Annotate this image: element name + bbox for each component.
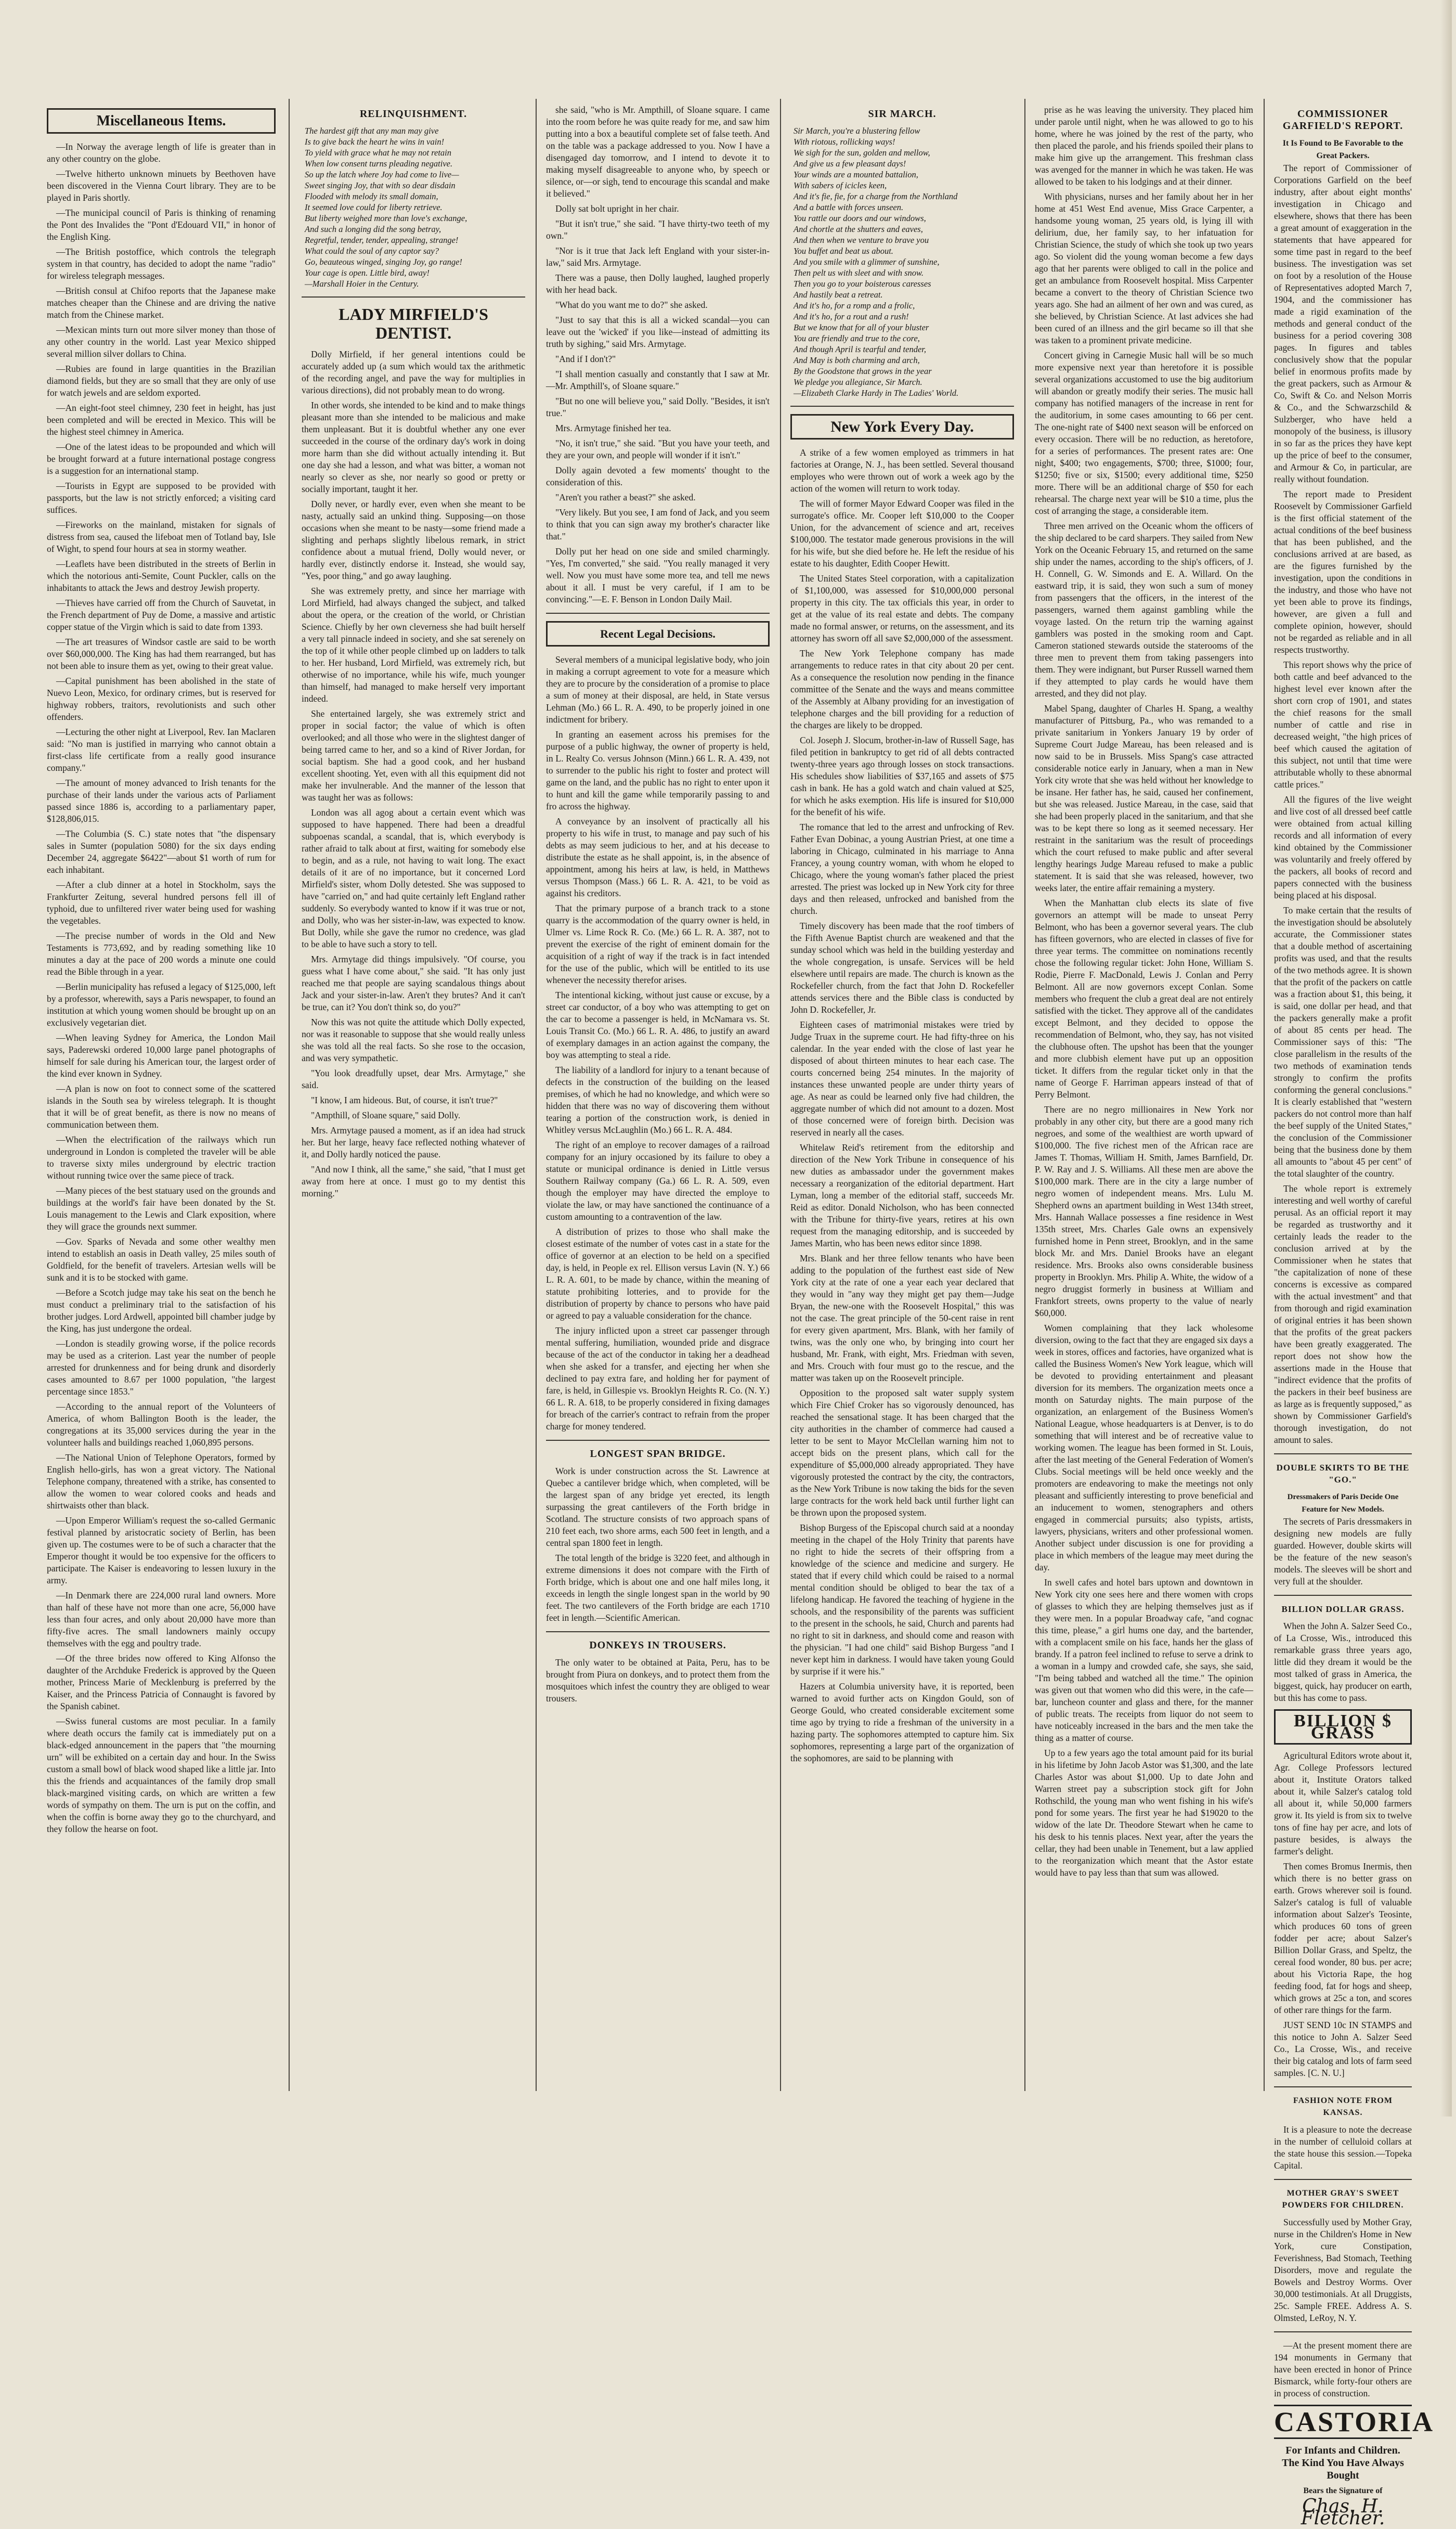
story-paragraph: Mrs. Armytage paused a moment, as if an idea had struck her. But her large, heavy face reflected nothing whatever of it, and Dolly hardly noticed the pause. (302, 1125, 525, 1159)
garfield-paragraph: The report made to President Roosevelt by Commissioner Garfield is the first official statement of the actual conditions of the beef business that has been published, and the conclusions arrived at are based, as are the figures furnished by the investigation, upon the conditions in the industry, and those who have not yet been able to prove its findings, however, are given a full and complete opinion, however, should not be regarded as reliable and in all respects trustworthy. (1274, 489, 1412, 655)
ny-item: The United States Steel corporation, with a capitalization of $1,100,000, was assessed for $10,000,000 personal property in this city. The tax officials this year, in order to get at the value of its real estate and debts. The company made no formal answer, or returns, on the assessment, and its attorney has sworn off all save $2,000,000 of the assessment. (790, 573, 1014, 643)
misc-item: —When leaving Sydney for America, the London Mail says, Paderewski ordered 10,000 large panel photographs of himself for sale during his American tour, the largest order of the kind ever known in Sydney. (47, 1033, 276, 1079)
story-paragraph: Dolly sat bolt upright in her chair. (555, 203, 679, 214)
misc-item: —In Norway the average length of life is greater than in any other country on the globe. (47, 141, 276, 164)
skirts-title: DOUBLE SKIRTS TO BE THE "GO." (1276, 1463, 1410, 1485)
poem-line: —Elizabeth Clarke Hardy in The Ladies' World. (794, 388, 959, 398)
page-edge-shadow (1440, 0, 1452, 2117)
ny-item: The romance that led to the arrest and unfrocking of Rev. Father Evan Dobinac, a young Austrian Priest, at one time a laboring in Chicago, culminated in his marriage to Anna Francey, a young country woman, with whom he eloped to Chicago, where the young woman's father placed the priest arrested. The priest was locked up in New York city for three days and then released, unfrocked and banished from the church. (790, 822, 1014, 916)
legal-item: The injury inflicted upon a street car passenger through mental suffering, humiliation, wounded pride and disgrace because of the act of the conductor in taking her a deadhead when she asked for a transfer, and ejecting her when she declined to pay extra fare, and holding her for payment of fare, is held, in Gillespie vs. Brooklyn Heights R. Co. (N. Y.) 66 L. R. A. 618, to be properly considered in fixing damages for breach of the carrier's contract to refrain from the proper charge for money tendered. (546, 1325, 770, 1431)
poem-line: And a battle with forces unseen. (794, 202, 904, 212)
story-paragraph: Dolly Mirfield, if her general intentions could be accurately added up (a sum which would tax the arithmetic of the recording angel, and pave the way for multiplies in various directions), did not probably mean to do wrong. (302, 349, 525, 395)
skirts-paragraph: The secrets of Paris dressmakers in designing new models are fully guarded. However, double skirts will be the feature of the new season's models. The sleeves will be short and very full at the shoulder. (1274, 1516, 1412, 1586)
legal-items (546, 654, 770, 1433)
skirts-body (1274, 1516, 1412, 1588)
poem-line: Then pelt us with sleet and with snow. (794, 268, 924, 278)
story-paragraph: Dolly never, or hardly ever, even when she meant to be nasty, actually said an unkind thing. Supposing—on those occasions when she meant to be nasty—some friend made a slighting and perhaps slightly libelous remark, in strict confidence about a mutual friend, Dolly would never, or hardly ever, distinctly endorse it. Instead, she would say, "Yes, poor thing," and go away laughing. (302, 499, 525, 581)
poem-line: Your cage is open. Little bird, away! (305, 268, 430, 278)
span-body (546, 1465, 770, 1624)
story-paragraph: She was extremely pretty, and since her marriage with Lord Mirfield, had always changed the subject, and talked about the opera, or the creation of the world, or Christian Science. Chiefly by her own cleverness she had built herself a very tall pinnacle indeed in society, and she sat serenely on the top of it while other people climbed up on ladders to talk to her. Her husband, Lord Mirfield, was extremely rich, but otherwise of no importance, while his wife, much younger than himself, had managed to make herself very important indeed. (302, 586, 525, 704)
poem-line: And chortle at the shutters and eaves, (794, 224, 923, 234)
story-paragraph: "And if I don't?" (555, 354, 616, 364)
ny-item: Hazers at Columbia university have, it is reported, been warned to avoid further acts on Kingdon Gould, son of George Gould, who created considerable excitement some time ago by trying to ride a freshman of the university in a hazing party. The sophomores attempted to capture him. Six sophomores, representing a large part of the organization of the sophomores, are said to be planning with (790, 1681, 1014, 1763)
poem-line: And give us a few pleasant days! (794, 159, 906, 169)
ny-item: Concert giving in Carnegie Music hall will be so much more expensive next year than heretofore it is possible several organizations accustomed to use the big auditorium will abandon or greatly modify their series. The music hall company has notified managers of the increase in rent for the auditorium, in some cases amounting to 66 per cent. The one-night rate of $400 next season will be enforced on every occasion. There will be no reduction, as heretofore, for a series of performances. The present rates are: One night, $400; two engagements, $700; three, $1000; four, $1250; five or six, $1500; every additional time, $250 more. There will be an additional charge of $50 for each rehearsal. The charge next year will be $10 a time, plus the cost of arranging the stage, a considerable item. (1035, 350, 1253, 516)
story-paragraph: "I know, I am hideous. But, of course, it isn't true?" (311, 1095, 498, 1105)
misc-item: —An eight-foot steel chimney, 230 feet in height, has just been completed and will be erected in Mexico. This will be the highest steel chimney in America. (47, 403, 276, 437)
column-ny-continued (1035, 104, 1253, 2091)
poem-line: Is to give back the heart he wins in vain! (305, 137, 445, 147)
misc-item: —A plan is now on foot to connect some of the scattered islands in the South sea by wireless telegraph. It is thought that it will be of great benefit, as there is now no means of communication between them. (47, 1083, 276, 1130)
misc-item: —Thieves have carried off from the Church of Sauvetat, in the French department of Puy de Dome, a massive and artistic copper statue of the Virgin which is said to date from 1393. (47, 598, 276, 632)
ny-item: prise as he was leaving the university. They placed him under parole until night, when he was allowed to go to his home, where he was joined by the rest of the party, who then placed the parole, and his friends spoiled their plans to make him give up the arrangement. This freshman class was avenged for the manner in which he was taken. He was allowed to be taken to his lodgings and at their dinner. (1035, 105, 1253, 187)
column-relinquishment (302, 104, 525, 2091)
castoria-sub1: For Infants and Children. (1285, 2445, 1400, 2456)
misc-item: —Capital punishment has been abolished in the state of Nuevo Leon, Mexico, for ordinary crimes, but is reserved for highway robbers, traitors, revolutionists and such other offenders. (47, 676, 276, 722)
ny-item: When the Manhattan club elects its slate of five governors an attempt will be made to unseat Perry Belmont, who has been a governor several years. The club has fifteen governors, who are elected in classes of five for three year terms. The committee on nominations recently chose the following regular ticket: John Hone, William S. Rodie, Pierre F. MacDonald, Lewis J. Conlan and Perry Belmont. All are now governors except Conlan. Some members who frequent the club a great deal are not entirely satisfied with the ticket. They approve all of the candidates except Belmont, and they decided to oppose the recommendation of Belmont, who, they say, has not visited the clubhouse often. The upshot has been that the younger and more clubbish element have put up an opposition ticket. It differs from the regular ticket only in that the name of George F. Harriman appears instead of that of Perry Belmont. (1035, 898, 1253, 1100)
story-paragraph: "Just to say that this is all a wicked scandal—you can leave out the 'wicked' if you like—instead of admitting its truth by sighing," said Mrs. Armytage. (546, 315, 770, 349)
story-paragraph: Dolly put her head on one side and smiled charmingly. "Yes, I'm converted," she said. "You really managed it very well. Now you must have some more tea, and tell me news about it all. I must be very careful, if I am to be convincing."—E. F. Benson in London Daily Mail. (546, 546, 770, 604)
garfield-subtitle: It Is Found to Be Favorable to the Great Packers. (1282, 139, 1403, 160)
legal-item: The liability of a landlord for injury to a tenant because of defects in the construction of the building on the leased premises, of which he had no knowledge, and which were so hidden that there was no way of discovering them without tearing a portion of the construction work, is denied in Whitley versus McLaughlin (Mo.) 66 L. R. A. 484. (546, 1065, 770, 1135)
story-paragraph: "And now I think, all the same," she said, "that I must get away from here at once. I must go to my dentist this morning." (302, 1164, 525, 1198)
grass-intro: When the John A. Salzer Seed Co., of La Crosse, Wis., introduced this remarkable grass three years ago, little did they dream it would be the most talked of grass in America, the biggest, quick, hay producer on earth, but this has come to pass. (1274, 1621, 1412, 1703)
misc-item: —In Denmark there are 224,000 rural land owners. More than half of these have not more than one acre, 56,000 have less than four acres, and only about 20,000 have more than fifty-five acres. The small landowners mainly occupy themselves with the egg and poultry trade. (47, 1590, 276, 1648)
misc-items (47, 141, 276, 1835)
poem-line: And it's fie, fie, for a charge from the Northland (794, 191, 958, 201)
story-paragraph: "Aren't you rather a beast?" she asked. (555, 492, 696, 502)
column-rule (536, 99, 537, 2091)
story-paragraph: In other words, she intended to be kind and to make things pleasant more than she intended to be malicious and make them unpleasant. But it is doubtful whether any one ever succeeded in the course of the ordinary day's work in doing more harm than she did without actually intending it. But one day she had a lesson, and what was bitter, a woman not nearly so clever as she, nor nearly so good or pretty or socially important, taught it her. (302, 400, 525, 494)
poem-line: By the Goodstone that grows in the year (794, 366, 932, 376)
misc-item: —After a club dinner at a hotel in Stockholm, says the Frankfurter Zeitung, several hundred persons fell ill of typhoid, due to unfiltered river water being used for washing the vegetables. (47, 880, 276, 926)
misc-item: —Lecturing the other night at Liverpool, Rev. Ian Maclaren said: "No man is justified in marrying who cannot obtain a first-class life certificate from a really good insurance company." (47, 727, 276, 773)
ny-item: Three men arrived on the Oceanic whom the officers of the ship declared to be card sharpers. They sailed from New York on the Oceanic February 15, and returned on the same ship under the names, according to the ship's officers, of J. H. Connell, G. W. Simonds and E. A. Willard. On the eastward trip, it is said, they won such a sum of money from passengers that the officers, in the interest of the passengers, warned them against gambling while the voyage lasted. On the return trip the warning against gamblers was posted in the smoking room and Capt. Cameron stationed stewards outside the staterooms of the three men to prevent them from taking passengers into them. They were indignant, but Purser Russell warned them if they attempted to play cards he would have them arrested, and they did not play. (1035, 521, 1254, 699)
misc-item: —The art treasures of Windsor castle are said to be worth over $60,000,000. The King has had them rearranged, but has not been able to insure them as yet, owing to their great value. (47, 637, 276, 671)
span-paragraph: Work is under construction across the St. Lawrence at Quebec a cantilever bridge which, when completed, will be the largest span of any bridge yet erected, its length surpassing the great cantilevers of the Forth bridge in Scotland. The structure consists of two approach spans of 210 feet each, two shore arms, each 500 feet in length, and a central span 1800 feet in length. (546, 1466, 770, 1548)
poem-line: It seemed love could for liberty retrieve. (305, 202, 443, 212)
castoria-bears: Bears the Signature of (1303, 2486, 1383, 2495)
castoria-sub2: The Kind You Have Always Bought (1282, 2457, 1404, 2481)
misc-item: —Leaflets have been distributed in the streets of Berlin in which the notorious anti-Semite, Count Puckler, calls on the inhabitants to attack the Jews and destroy Jewish property. (47, 559, 276, 593)
newspaper-page (31, 57, 1435, 2529)
poem-line: And hastily beat a retreat. (794, 290, 883, 300)
garfield-paragraph: All the figures of the live weight and live cost of all dressed beef cattle were obtained from actual killing records and all information of every kind obtained by the Commissioner was voluntarily and freely offered by the packers, all books of record and papers connected with the business being placed at his disposal. (1274, 794, 1412, 900)
misc-item: —Gov. Sparks of Nevada and some other wealthy men intend to establish an oasis in Death valley, 25 miles south of Goldfield, for the benefit of travelers. Artesian wells will be sunk and it is to be stocked with game. (47, 1236, 276, 1283)
story-paragraph: Now this was not quite the attitude which Dolly expected, nor was it reasonable to suppose that she would really unless she was told all the real facts. So she rose to the occasion, and was very sympathetic. (302, 1017, 525, 1063)
garfield-body (1274, 162, 1412, 1446)
fletcher-signature: Chas. H. Fletcher. (1301, 2496, 1385, 2529)
story-paragraph: "I shall mention casually and constantly that I saw at Mr.—Mr. Ampthill's, of Sloane square." (546, 369, 770, 391)
poem-body (305, 125, 525, 289)
castoria-ad: CASTORIA (1274, 2405, 1412, 2439)
legal-item: Several members of a municipal legislative body, who join in making a corrupt agreement to vote for a measure which they are to procure by the consideration of a promise to place a sum of money at their disposal, are held, in State versus Lehman (Mo.) 66 L. R. A. 490, to be properly joined in one indictment for bribery. (546, 654, 770, 725)
story-paragraph: "Ampthill, of Sloane square," said Dolly. (311, 1110, 461, 1120)
gray-paragraph: Successfully used by Mother Gray, nurse in the Children's Home in New York, cure Constipation, Feverishness, Bad Stomach, Teething Disorders, move and regulate the Bowels and Destroy Worms. Over 30,000 testimonials. At all Druggists, 25c. Sample FREE. Address A. S. Olmsted, LeRoy, N. Y. (1274, 2217, 1412, 2323)
poem-line: Go, beauteous winged, singing Joy, go range! (305, 257, 462, 267)
ny-item: A strike of a few women employed as trimmers in hat factories at Orange, N. J., has been settled. Several thousand employes who were thrown out of work a week ago by the action of the women will return to work today. (790, 447, 1014, 494)
poem-line: So up the latch where Joy had come to live— (305, 170, 459, 179)
poem-line: Regretful, tender, tender, appealing, strange! (305, 235, 459, 245)
poem-line: When low consent turns pleading negative. (305, 159, 453, 169)
ny-item: The New York Telephone company has made arrangements to reduce rates in that city about 20 per cent. As a consequence the resolution now pending in the finance committee of the Senate and the ways and means committee of the Assembly at Albany providing for an investigation of telephone charges and the bill providing for a reduction of the charges are likely to be dropped. (790, 648, 1014, 730)
misc-item: —Mexican mints turn out more silver money than those of any other country in the world. Last year Mexico shipped several million silver dollars to China. (47, 325, 276, 359)
ny-item: Bishop Burgess of the Episcopal church said at a noonday meeting in the chapel of the Holy Trinity that parents have no right to hide the secrets of their offspring from a knowledge of the science and medicine and surgery. He stated that if every child which could be raised to a normal mental condition should be obliged to bear the tax of a lifelong handicap. He favored the teaching of hygiene in the schools, and the responsibility of the parents was sufficient to the present in the schools, he said, Church and parents had no right to sit in darkness, and should come and reason with the physician. "I had one child" said Bishop Burgess "and I never kept him in darkness. I would have taken young Gould by surprise if it were his." (790, 1522, 1014, 1676)
story-paragraph: she said, "who is Mr. Ampthill, of Sloane square. I came into the room before he was quite ready for me, and saw him putting into a box a beautiful complete set of false teeth. And on the table was a package addressed to you. Now I have a disengaged day tomorrow, and I intend to devote it to making myself disagreeable to anyone who, by speech or silence, or—or sigh, tend to encourage this scandal and make it believed." (546, 105, 770, 199)
misc-item: —The amount of money advanced to Irish tenants for the purchase of their lands under the various acts of Parliament passed since 1886 is, according to a parliamentary paper, $128,806,015. (47, 778, 276, 824)
grass-title: BILLION DOLLAR GRASS. (1281, 1604, 1405, 1614)
column-rule (1264, 99, 1265, 2091)
grass-paragraph: Then comes Bromus Inermis, then which there is no better grass on earth. Grows wherever soil is found. Salzer's catalog is full of valuable information about Salzer's Teosinte, which produces 60 tons of green fodder per acre; about Salzer's Billion Dollar Grass, and Speltz, the cereal food wonder, 80 bus. per acre; about his Victoria Rape, the hog feeding food, fat for hogs and sheep, which grows at 25c a ton, and scores of other rare things for the farm. (1274, 1861, 1412, 2015)
misc-item: —One of the latest ideas to be propounded and which will be brought forward at a future international postage congress is a suggestion for an international stamp. (47, 442, 276, 476)
poem-line: But we know that for all of your bluster (794, 322, 929, 332)
legal-item: The right of an employe to recover damages of a railroad company for an injury occasioned by its failure to obey a statute or municipal ordinance is denied in Little versus Southern Railway company (Ga.) 66 L. R. A. 509, even though the employer may have directed the employe to violate the law, or may have sanctioned the continuance of a custom amounting to a contravention of the law. (546, 1140, 770, 1222)
poem-line: What could the soul of any captor say? (305, 246, 439, 256)
grass-paragraph: Agricultural Editors wrote about it, Agr. College Professors lectured about it, Institute Orators talked about it, while Salzer's catalog told all about it, while 50,000 farmers grow it. Its yield is from six to twelve tons of fine hay per acre, and lots of pasture besides, is always the farmer's delight. (1274, 1750, 1412, 1856)
ny-item: Mabel Spang, daughter of Charles H. Spang, a wealthy manufacturer of Pittsburg, Pa., who was remanded to a private sanitarium in Yonkers January 19 by order of Supreme Court Judge Mareau, has been released and is now said to be in Brussels. Miss Spang's case attracted considerable notice early in January, when a man in New York city wrote that she was held without her knowledge to be insane. Her father has, he said, caused her confinement, but she was released. Justice Mareau, in the case, said that she had been properly placed in the sanitarium, and that she was to be kept there so long as it seemed necessary. Her restraint in the sanitarium was the result of proceedings which the court refused to make public and after several lengthy hearings Judge Mareau refused to make a public statement. It is said that she was released, however, two weeks later, the entire affair remaining a mystery. (1035, 703, 1253, 893)
poem-line: You rattle our doors and our windows, (794, 213, 926, 223)
sir-march-poem (794, 125, 1014, 398)
ny-item: Col. Joseph J. Slocum, brother-in-law of Russell Sage, has filed petition in bankruptcy to get rid of all debts contracted twenty-three years ago through losses on stock transactions. His schedules show liabilities of $37,165 and assets of $75 cash in bank. He has a gold watch and chain valued at $25, for which he asks exemption. His life is insured for $10,000 for the benefit of his wife. (790, 735, 1014, 817)
grass-body (1274, 1750, 1412, 2079)
poem-line: And it's ho, for a rout and a rush! (794, 312, 909, 321)
misc-heading: Miscellaneous Items. (47, 108, 276, 134)
garfield-paragraph: To make certain that the results of the investigation should be absolutely accurate, the Commissioner states that a double method of ascertaining profits was used, and that the results of the two methods agree. It is shown that the profit of the packers on cattle was a fraction about $1, this being, it is said, one dollar per head, and that the packers generally make a profit of about 85 cents per head. The Commissioner says of this: "The close parallelism in the results of the two methods of examination tends strongly to confirm the profits conforming the general conclusions." It is clearly established that "western packers do not control more than half the beef supply of the United States," the conclusion of the Commissioner being that the business done by them all amounts to "about 45 per cent" of the total slaughter of the country. (1274, 905, 1412, 1179)
garfield-title: COMMISSIONER GARFIELD'S REPORT. (1282, 108, 1403, 132)
poem-line: Flooded with melody its small domain, (305, 191, 438, 201)
sir-march-title: SIR MARCH. (868, 108, 937, 120)
garfield-paragraph: The whole report is extremely interesting and well worthy of careful perusal. As an official report it may be regarded as trustworthy and it certainly leads the reader to the conclusion arrived at by the Commissioner when he states that "the capitalization of none of these concerns is excessive as compared with the actual investment" and that from thorough and rigid examination of original entries it has been shown that the profits of the great packers have been greatly exaggerated. The report does not show how the assertions made in the House that "indirect evidence that the profits of the packers in their beef business are as large as is frequently supposed," as shown by Commissioner Garfield's thorough investigation, do not amount to sales. (1274, 1183, 1412, 1445)
story-paragraph: There was a pause, then Dolly laughed, laughed properly with her head back. (546, 273, 770, 295)
skirts-subtitle: Dressmakers of Paris Decide One Feature for New Models. (1287, 1493, 1399, 1514)
column-legal (546, 104, 770, 2091)
story-body (302, 349, 525, 1199)
poem-line: Then you go to your boisterous caresses (794, 279, 931, 289)
column-rule (780, 99, 781, 2091)
poem-line: The hardest gift that any man may give (305, 126, 439, 136)
story-paragraph: Mrs. Armytage did things impulsively. "Of course, you guess what I have come about," she said. "It has only just reached me that people are saying scandalous things about Jack and your sister-in-law. Aren't they brutes? And it can't be true, can it? You don't think so, do you?" (302, 954, 525, 1012)
ny-item: There are no negro millionaires in New York nor probably in any other city, but there are a good many rich negroes, and some of the wealthiest are worth upward of $100,000. The five richest men of the African race are James T. Thomas, William H. Smith, James Barnfield, Dr. P. W. Ray and J. S. Williams. All these men are above the $100,000 mark. There are in the city a large number of negro women of independent means. Mrs. Lulu M. Shepherd owns an apartment building in West 134th street, Mrs. Hannah Wallace possesses a fine residence in West 135th street, Mrs. Charles Gale owns an expensively furnished home in Penn street, Brooklyn, and in the same block Mr. and Mrs. Daniel Brooks have an elegant residence. Mrs. Brooks also owns considerable business property in Brooklyn. Mrs. Philip A. White, the widow of a negro druggist formerly in business at William and Frankfort streets, owns property to the value of nearly $60,000. (1035, 1104, 1253, 1318)
donkeys-body (546, 1657, 770, 1705)
misc-item: —Tourists in Egypt are supposed to be provided with passports, but the law is not strictly enforced; a visiting card suffices. (47, 481, 276, 515)
story-paragraph: "What do you want me to do?" she asked. (555, 300, 708, 310)
poem-line: And you smile with a glimmer of sunshine, (794, 257, 940, 267)
donkeys-title: DONKEYS IN TROUSERS. (589, 1640, 726, 1651)
grass-ad-banner: BILLION $ GRASS (1274, 1709, 1412, 1745)
poem-line: Sweet singing Joy, that with so dear disdain (305, 180, 456, 190)
poem-line: —Marshall Hoier in the Century. (305, 279, 419, 289)
misc-item: —Fireworks on the mainland, mistaken for signals of distress from sea, caused the lifeboat men of Totland bay, Isle of Wight, to spend four hours at sea in stormy weather. (47, 520, 276, 554)
poem-line: And May is both charming and arch, (794, 355, 920, 365)
misc-item: —The municipal council of Paris is thinking of renaming the Pont des Invalides the "Pont d'Edouard VII," in honor of the English King. (47, 208, 276, 242)
poem-line: You buffet and beat us about. (794, 246, 893, 256)
garfield-paragraph: The report of Commissioner of Corporations Garfield on the beef industry, after about eight months' investigation in Chicago and elsewhere, shows that there has been a great amount of exaggeration in the statements that have appeared for some time past in regard to the beef business. The investigation was set on foot by a resolution of the House of Representatives adopted March 7, 1904, and the commissioner has made a rigid examination of the methods and general conduct of the business for a period covering 308 pages. In figures and tables conclusively show that the popular belief in enormous profits made by the great packers, such as Armour & Co, Swift & Co. and Nelson Morris & Co., and the Schwarzschild & Sulzberger, who have held a monopoly of the business, is illusory in so far as the prices they have kept up the price of beef to the consumer, and Armour & Co, in particular, are really without foundation. (1274, 163, 1412, 484)
story-paragraph: "You look dreadfully upset, dear Mrs. Armytage," she said. (302, 1068, 525, 1090)
legal-item: A conveyance by an insolvent of practically all his property to his wife in trust, to manage and pay such of his debts as may seem judicious to her, and at his decease to distribute the estate as he shall appoint, is, in the absence of appointment, among his heirs at law, is held, in Matthews versus Thompson (Mass.) 66 L. R. A. 421, to be void as against his creditors. (546, 816, 770, 898)
column-rule (289, 99, 290, 2091)
misc-item: —London is steadily growing worse, if the police records may be used as a criterion. Last year the number of people arrested for drunkenness and for being drunk and disorderly cases amounted to 8.67 per 1000 population, "the largest percentage since 1853." (47, 1338, 276, 1397)
legal-item: In granting an easement across his premises for the purpose of a public highway, the owner of property is held, in L. Realty Co. versus Johnson (Minn.) 66 L. R. A. 439, not to surrender to the public his right to foster and protect will game on the land, and the public has no right to enter upon it to hunt and kill the game while temporarily passing to and fro across the highway. (546, 729, 770, 811)
ny-item: Eighteen cases of matrimonial mistakes were tried by Judge Truax in the supreme court. He had fifty-three on his calendar. In the year ended with the close of last year he disposed of about thirteen minutes to hear each case. The courts concerned being 254 minutes. In the majority of instances these unwanted people are under thirty years of age. As near as could be learned only five had children, the aggregate number of which did not amount to a dozen. Most of those concerned were of foreign birth. Decision was reserved in nearly all the cases. (790, 1020, 1014, 1138)
ny-item: The will of former Mayor Edward Cooper was filed in the surrogate's office. Mr. Cooper left $10,000 to the Cooper Union, for the advancement of science and art, receives $100,000. The testator made generous provisions in the will for his wife, but she died before he. He left the residue of his estate to his daughter, Edith Cooper Hewitt. (790, 498, 1014, 569)
misc-item: —The British postoffice, which controls the telegraph system in that country, has decided to adopt the name "radio" for wireless telegraph messages. (47, 247, 276, 281)
story-paragraph: London was all agog about a certain event which was supposed to have happened. There had been a dreadful subpoenas scandal, a scandal, that is, which everybody is rather afraid to talk about at first, waiting for somebody else to begin, and as a rule, not having to wait long. The exact details of it are of no importance, but it concerned Lord Mirfield's sister, whom Dolly detested. She was supposed to have "carried on," and had quite certainly left England rather suddenly. So everybody wanted to know if it was true or not, and Dolly, who was her sister-in-law, was expected to know. But Dolly, while she gave the rumor no credence, was glad to be able to have such a story to tell. (302, 807, 525, 949)
story-paragraph: "Nor is it true that Jack left England with your sister-in-law," said Mrs. Armytage. (546, 246, 770, 268)
donkeys-paragraph: The only water to be obtained at Paita, Peru, has to be brought from Piura on donkeys, and to protect them from the mosquitoes which infest the country they are obliged to wear trousers. (546, 1657, 770, 1704)
story-paragraph: Dolly again devoted a few moments' thought to the consideration of this. (546, 465, 770, 487)
ny-item: Up to a few years ago the total amount paid for its burial in his lifetime by John Jacob Astor was $1,300, and the late Charles Astor was about $1,000. Up to date John and Warren street pay a subscription stock gift for John Rothschild, the young man who went fishing in his wife's pond for some years. The first year he had $19020 to the widow of the late Dr. Theodore Stewart when he came to his desk to his tennis places. Next year, after the years the cellar, they had been unable in Tenement, but a law applied to the reorganization which meant that the Astor estate would have to pay less than that sum was allowed. (1035, 1748, 1253, 1878)
ny-heading: New York Every Day. (790, 414, 1014, 440)
garfield-paragraph: This report shows why the price of both cattle and beef advanced to the highest level ever known after the short corn crop of 1901, and states the chief reasons for the small number of cattle and rise in decreased weight, "the high prices of beef which caused the agitation of this subject, not until that time were attributable wholly to these abnormal cattle prices." (1274, 660, 1412, 790)
story-continuation (546, 104, 770, 605)
poem-line: To yield with grace what he may not retain (305, 148, 452, 158)
ny-item: Whitelaw Reid's retirement from the editorship and direction of the New York Tribune in consequence of his new duties as ambassador under the government makes necessary a reorganization of the editorial department. Hart Lyman, long a member of the editorial staff, succeeds Mr. Reid as editor. Donald Nicholson, who has been connected with the Tribune for thirty-five years, retires at his own request from the managing editorship, and is succeeded by James Martin, who has been news editor since 1898. (790, 1142, 1014, 1248)
misc-item: —Upon Emperor William's request the so-called Germanic festival planned by aristocratic society of Berlin, has been given up. The costumes were to be of such a character that the Emperor thought it would be too expensive for the officers to participate. The Kaiser is endeavoring to lessen luxury in the army. (47, 1515, 276, 1585)
misc-item: —Swiss funeral customs are most peculiar. In a family where death occurs the family cat is immediately put on a black-edged announcement in the papers that "the mourning urn" will be exhibited on a certain day and hour. In the Swiss custom a small bowl of black wood shaped like a little jar. Into this the friends and acquaintances of the family drop small black-margined visiting cards, on which are written a few words of sympathy on them. The urn is put on the coffin, and when the coffin is borne away they go to the churchyard, and they follow the hearse on foot. (47, 1716, 276, 1834)
poem-line: And then when we venture to brave you (794, 235, 929, 245)
misc-item: —The National Union of Telephone Operators, formed by English hello-girls, has won a great victory. The National Telephone company, threatened with a strike, has consented to allow the women to wear colored cooks and heads and shirtwaists other than black. (47, 1452, 276, 1511)
misc-item: —Before a Scotch judge may take his seat on the bench he must conduct a preliminary trial to the satisfaction of his brother judges. Lord Ardwell, appointed bill chamber judge by the King, has just undergone the ordeal. (47, 1287, 276, 1334)
misc-item: —When the electrification of the railways which run underground in London is completed the traveler will be able to traverse sixty miles underground by electric traction without running twice over the same piece of track. (47, 1134, 276, 1181)
span-title: LONGEST SPAN BRIDGE. (590, 1448, 726, 1460)
poem-line: And such a longing did the song betray, (305, 224, 441, 234)
kansas-title: FASHION NOTE FROM KANSAS. (1293, 2096, 1393, 2117)
story-paragraph: "Very likely. But you see, I am fond of Jack, and you seem to think that you can sign away my brother's character like that." (546, 507, 770, 541)
ny-item: With physicians, nurses and her family about her in her home at 451 West End avenue, Miss Grace Carpenter, a handsome young woman, 25 years old, is lying ill with delirium, due, her family say, to her infatuation for Christian Science, the study of which she took up two years ago. So violent did the young woman become a few days ago that her parents were obliged to call in the police and get an ambulance from Roosevelt hospital. Miss Carpenter became a convert to the theory of Christian Science two years ago. She had an ailment of her own and was cured, as she believed, by Christian Science. At last advices she had been cured of an illness and the girl became so ill that she was taken to a prominent private medicine. (1035, 191, 1253, 345)
kansas-paragraph: It is a pleasure to note the decrease in the number of celluloid collars at the state house this session.—Topeka Capital. (1274, 2124, 1412, 2171)
misc-item: —Twelve hitherto unknown minuets by Beethoven have been discovered in the Vienna Court library. They are to be played in Paris shortly. (47, 169, 276, 203)
story-paragraph: She entertained largely, she was extremely strict and proper in social factor; the value of which is often overlooked; and all those who were in the slightest danger of being tarred came to her, and so a kind of River Jordan, for social baptism. She had a good cook, and her husband excellent shooting. Yet, even with all this equipment did not make her invulnerable. And the manner of the lesson that was taught her was as follows: (302, 708, 525, 803)
bismarck-paragraph: —At the present moment there are 194 monuments in Germany that have been erected in honor of Prince Bismarck, while forty-four others are in process of construction. (1274, 2340, 1412, 2398)
misc-item: —Rubies are found in large quantities in the Brazilian diamond fields, but they are so small that they are only of use for watch jewels and are seldom exported. (47, 364, 276, 398)
misc-item: —British consul at Chifoo reports that the Japanese make matches cheaper than the Chinese and are driving the native match from the Chinese market. (47, 286, 276, 320)
ny-item: Mrs. Blank and her three fellow tenants who have been adding to the population of the furthest east side of New York city at the rate of one a year each year declared that they would in "any way they might get pay them—Judge Bryan, the new-one with the Roosevelt Hospital," this was not the case. The great principle of the 50-cent raise in rent for every given apartment, Mrs. Blank, with her family of twins, was the only one who, by bringing into court her husband, Mr. Frank, with eight, Mrs. Friedman with seven, and Mrs. Crouch with four must go to the rescue, and the matter was taken up on the Roosevelt principle. (790, 1253, 1014, 1383)
story-title: LADY MIRFIELD'S DENTIST. (339, 305, 488, 342)
span-paragraph: The total length of the bridge is 3220 feet, and although in extreme dimensions it does not compare with the Firth of Forth bridge, which is about one and one half miles long, it exceeds in length the single longest span in the world by 90 feet. The two cantilevers of the Forth bridge are each 1710 feet in length.—Scientific American. (546, 1553, 770, 1623)
poem-line: You are friendly and true to the core, (794, 333, 920, 343)
poem-title: RELINQUISHMENT. (359, 108, 467, 120)
poem-line: And it's ho, for a romp and a frolic, (794, 301, 915, 311)
misc-item: —The precise number of words in the Old and New Testaments is 773,692, and by reading something like 10 minutes a day at the pace of 200 words a minute one could read the Bible through in a year. (47, 931, 276, 977)
poem-line: And though April is tearful and tender, (794, 344, 926, 354)
poem-line: With sabers of icicles keen, (794, 180, 887, 190)
story-paragraph: "No, it isn't true," she said. "But you have your teeth, and they are your own, and people will wonder if it isn't." (546, 438, 770, 460)
story-paragraph: "But no one will believe you," said Dolly. "Besides, it isn't true." (546, 396, 770, 418)
gray-body (1274, 2216, 1412, 2324)
legal-item: A distribution of prizes to those who shall make the closest estimate of the number of votes cast in a state for the office of governor at an election to be held on a specified day, is held, in People ex rel. Ellison versus Lavin (N. Y.) 66 L. R. A. 601, to be made by chance, within the meaning of statute prohibiting lotteries, and to provide for the distribution of property by chance to persons who have paid or agreed to pay a valuable consideration for the chance. (546, 1227, 770, 1321)
column-rule (1024, 99, 1025, 2091)
legal-item: The intentional kicking, without just cause or excuse, by a street car conductor, of a boy who was attempting to get on the car to become a passenger is held, in McNamara vs. St. Louis Transit Co. (Mo.) 66 L. R. A. 486, to justify an award of exemplary damages in an action against the company, the boy was attempting to steal a ride. (546, 990, 770, 1060)
gray-title: MOTHER GRAY'S SWEET POWDERS FOR CHILDREN. (1282, 2189, 1404, 2210)
poem-line: We pledge you allegiance, Sir March. (794, 377, 922, 387)
misc-item: —Many pieces of the best statuary used on the grounds and buildings at the world's fair have been donated by the St. Louis management to the Lewis and Clark exposition, where they will grace the grounds next summer. (47, 1185, 276, 1232)
misc-item: —Berlin municipality has refused a legacy of $125,000, left by a professor, wherewith, says a Paris newspaper, to found an institution at which young women should be brought up on an exclusively vegetarian diet. (47, 982, 276, 1028)
poem-line: We sigh for the sun, golden and mellow, (794, 148, 930, 158)
misc-item: —Of the three brides now offered to King Alfonso the daughter of the Archduke Frederick is approved by the Queen mother, Princess Marie of Mecklenburg is preferred by the Kaiser, and the Princess Patricia of Connaught is favored by the Spanish cabinet. (47, 1653, 276, 1711)
ny-item: In swell cafes and hotel bars uptown and downtown in New York city one sees here and there women with crops of glasses to which they are helping themselves just as if they were men. In a popular Broadway cafe, "and cognac this time, please," a girl hums one day, and the bartender, with a complacent smile on his face, hands her the glass of brandy. If a patron feel inclined to refuse to serve a drink to a woman in a lumpy and crowded cafe, she says, she said, "I'm being tabbed and watched all the time." The opinion was given out that women who did this were, in the cafe—bar, luncheon counter and glass and there, for the manner of public treats. The receipts from liquor do not seem to have noticeably increased in the bars and the men take the thing as a matter of course. (1035, 1577, 1253, 1743)
kansas-body (1274, 2124, 1412, 2172)
poem-line: With riotous, rollicking ways! (794, 137, 895, 147)
poem-line: Your winds are a mounted battalion, (794, 170, 918, 179)
misc-item: —The Columbia (S. C.) state notes that "the dispensary sales in Sumter (population 5080) for the six days ending December 24, aggregate $6422"—about $1 worth of rum for each inhabitant. (47, 829, 276, 875)
ny-item: Opposition to the proposed salt water supply system which Fire Chief Croker has so vigorously denounced, has reached the sensational stage. It has been charged that the city authorities in the chamber of commerce had caused a letter to be sent to Mayor McClellan warning him not to accept bids on the present plans, which call for the expenditure of $5,000,000 already appropriated. They have vigorously protested the contract by the city, the contractors, as the New York Tribune is now taking the bids for the seven large contracts for the work held back until further light can be thrown upon the proposed system. (790, 1388, 1014, 1518)
ny-items (790, 447, 1014, 1764)
misc-item: —According to the annual report of the Volunteers of America, of whom Ballington Booth is the leader, the congregations at its 35,000 services during the year in the volunteer halls and buildings reached 1,060,895 persons. (47, 1401, 276, 1448)
poem-line: Sir March, you're a blustering fellow (794, 126, 920, 136)
ny-item: Timely discovery has been made that the roof timbers of the Fifth Avenue Baptist church are weakened and that the sunday school which was held in the building yesterday and the whole congregation, is unsafe. Services will be held elsewhere until repairs are made. The church is known as the Rockefeller church, from the fact that John D. Rockefeller attends services there and the Bible class is conducted by John D. Rockefeller, Jr. (790, 921, 1014, 1015)
bismarck-body (1274, 2340, 1412, 2399)
column-ads (1274, 104, 1435, 2529)
column-miscellaneous (47, 104, 276, 2091)
story-paragraph: "But it isn't true," she said. "I have thirty-two teeth of my own." (546, 218, 770, 241)
grass-paragraph: JUST SEND 10c IN STAMPS and this notice to John A. Salzer Seed Co., La Crosse, Wis., and receive their big catalog and lots of farm seed samples. [C. N. U.] (1274, 2020, 1412, 2078)
ny-item: Women complaining that they lack wholesome diversion, owing to the fact that they are engaged six days a week in stores, offices and factories, have organized what is called the Business Women's New York league, which will be devoted to providing entertainment and pleasant diversion for its members. The organization meets once a month on Saturday nights. The main purpose of the organization, an enlargement of the Business Women's National League, whose headquarters is at Denver, is to do something that will interest and be of recreative value to working women. The league has been formed in St. Louis, after the last meeting of the General Federation of Women's Clubs. Social meetings will be held once weekly and the promoters are endeavoring to make the meetings not only pleasant and sufficiently interesting to prove beneficial and an inducement to women, stenographers and others engaged in commercial pursuits; also typists, artists, lawyers, physicians, writers and other professional women. Another subject under discussion is one for providing a place in which members of the league may meet during the day. (1035, 1323, 1253, 1572)
poem-line: But liberty weighed more than love's exchange, (305, 213, 467, 223)
ny-items-continued (1035, 104, 1253, 1879)
legal-heading: Recent Legal Decisions. (546, 621, 770, 647)
story-paragraph: Mrs. Armytage finished her tea. (555, 423, 671, 433)
column-new-york (790, 104, 1014, 2091)
legal-item: That the primary purpose of a branch track to a stone quarry is the accommodation of the quarry owner is held, in Ulmer vs. Lime Rock R. Co. (Me.) 66 L. R. A. 387, not to prevent the exercise of the right of eminent domain for the acquisition of a right of way if the track is in fact intended for the use of the public, which will be entitled to its use whenever the necessity therefor arises. (546, 903, 770, 985)
